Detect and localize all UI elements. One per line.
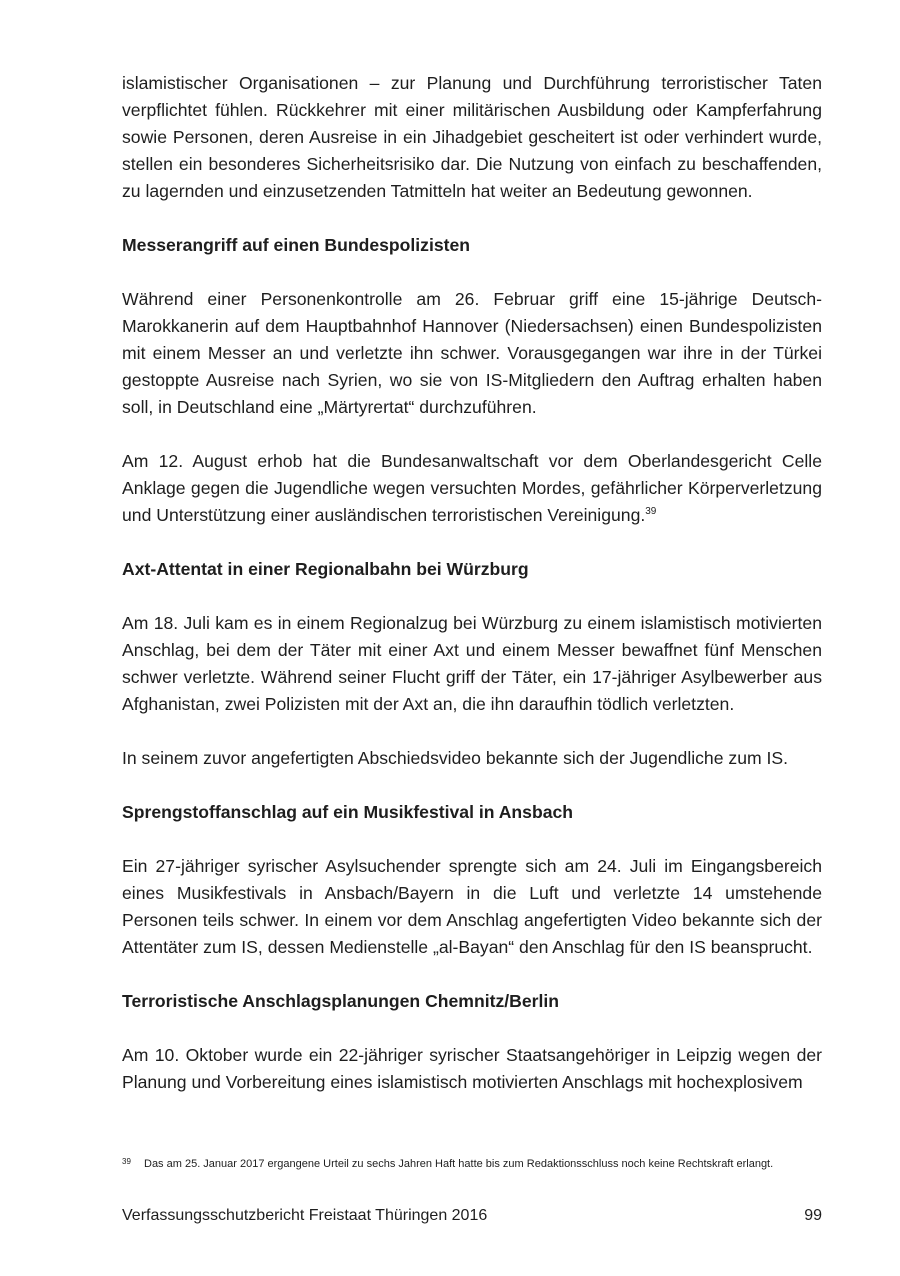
heading-ansbach-bombing: Sprengstoffanschlag auf ein Musikfestival in Ansbach xyxy=(122,802,574,822)
heading-chemnitz-berlin: Terroristische Anschlagsplanungen Chemnitz/Berlin xyxy=(122,991,559,1011)
footnote xyxy=(122,1156,822,1172)
paragraph-indictment-text: Am 12. August erhob hat die Bundesanwaltschaft vor dem Oberlandesgericht Celle Anklage gegen die Jugendliche wegen versuchten Mordes, gefährlicher Körperverletzung und Unterstützung einer ausländischen terroristischen Vereinigung. xyxy=(122,451,822,525)
paragraph-indictment xyxy=(122,448,822,529)
paragraph-intro: islamistischer Organisationen – zur Planung und Durchführung terroristischer Taten verpflichtet fühlen. Rückkehrer mit einer militärischen Ausbildung oder Kampferfahrung sowie Personen, deren Ausreise in ein Jihadgebiet gescheitert ist oder verhindert wurde, stellen ein besonderes Sicherheitsrisiko dar. Die Nutzung von einfach zu beschaffenden, zu lagernden und einzusetzenden Tatmitteln hat weiter an Bedeutung gewonnen. xyxy=(122,73,822,201)
paragraph-axe-attack: Am 18. Juli kam es in einem Regionalzug bei Würzburg zu einem islamistisch motivierten Anschlag, bei dem der Täter mit einer Axt und einem Messer bewaffnet fünf Menschen schwer verletzte. Während seiner Flucht griff der Täter, ein 17-jähriger Asylbewerber aus Afghanistan, zwei Polizisten mit der Axt an, die ihn daraufhin tödlich verletzten. xyxy=(122,613,822,714)
footnote-ref[interactable]: 39 xyxy=(645,506,657,518)
paragraph-ansbach-bombing: Ein 27-jähriger syrischer Asylsuchender sprengte sich am 24. Juli im Eingangsbereich eines Musikfestivals in Ansbach/Bayern in die Luft und verletzte 14 umstehende Personen teils schwer. In einem vor dem Anschlag angefertigten Video bekannte sich der Attentäter zum IS, dessen Medienstelle „al-Bayan“ den Anschlag für den IS beansprucht. xyxy=(122,856,822,957)
page-footer xyxy=(122,1204,822,1228)
page-body xyxy=(122,70,822,1096)
paragraph-farewell-video: In seinem zuvor angefertigten Abschiedsvideo bekannte sich der Jugendliche zum IS. xyxy=(122,748,789,768)
footer-title: Verfassungsschutzbericht Freistaat Thüringen 2016 xyxy=(122,1207,488,1224)
footnote-text: Das am 25. Januar 2017 ergangene Urteil zu sechs Jahren Haft hatte bis zum Redaktionsschluss noch keine Rechtskraft erlangt. xyxy=(144,1158,774,1170)
paragraph-chemnitz-berlin: Am 10. Oktober wurde ein 22-jähriger syrischer Staatsangehöriger in Leipzig wegen der Planung und Vorbereitung eines islamistisch motivierten Anschlags mit hochexplosivem xyxy=(122,1045,822,1092)
footnote-number: 39 xyxy=(122,1157,131,1166)
page-number: 99 xyxy=(804,1207,822,1224)
heading-knife-attack: Messerangriff auf einen Bundespolizisten xyxy=(122,235,471,255)
paragraph-knife-attack: Während einer Personenkontrolle am 26. Februar griff eine 15-jährige Deutsch-Marokkanerin auf dem Hauptbahnhof Hannover (Niedersachsen) einen Bundespolizisten mit einem Messer an und verletzte ihn schwer. Vorausgegangen war ihre in der Türkei gestoppte Ausreise nach Syrien, wo sie von IS-Mitgliedern den Auftrag erhalten haben soll, in Deutschland eine „Märtyrertat“ durchzuführen. xyxy=(122,289,822,417)
heading-axe-attack: Axt-Attentat in einer Regionalbahn bei Würzburg xyxy=(122,559,529,579)
